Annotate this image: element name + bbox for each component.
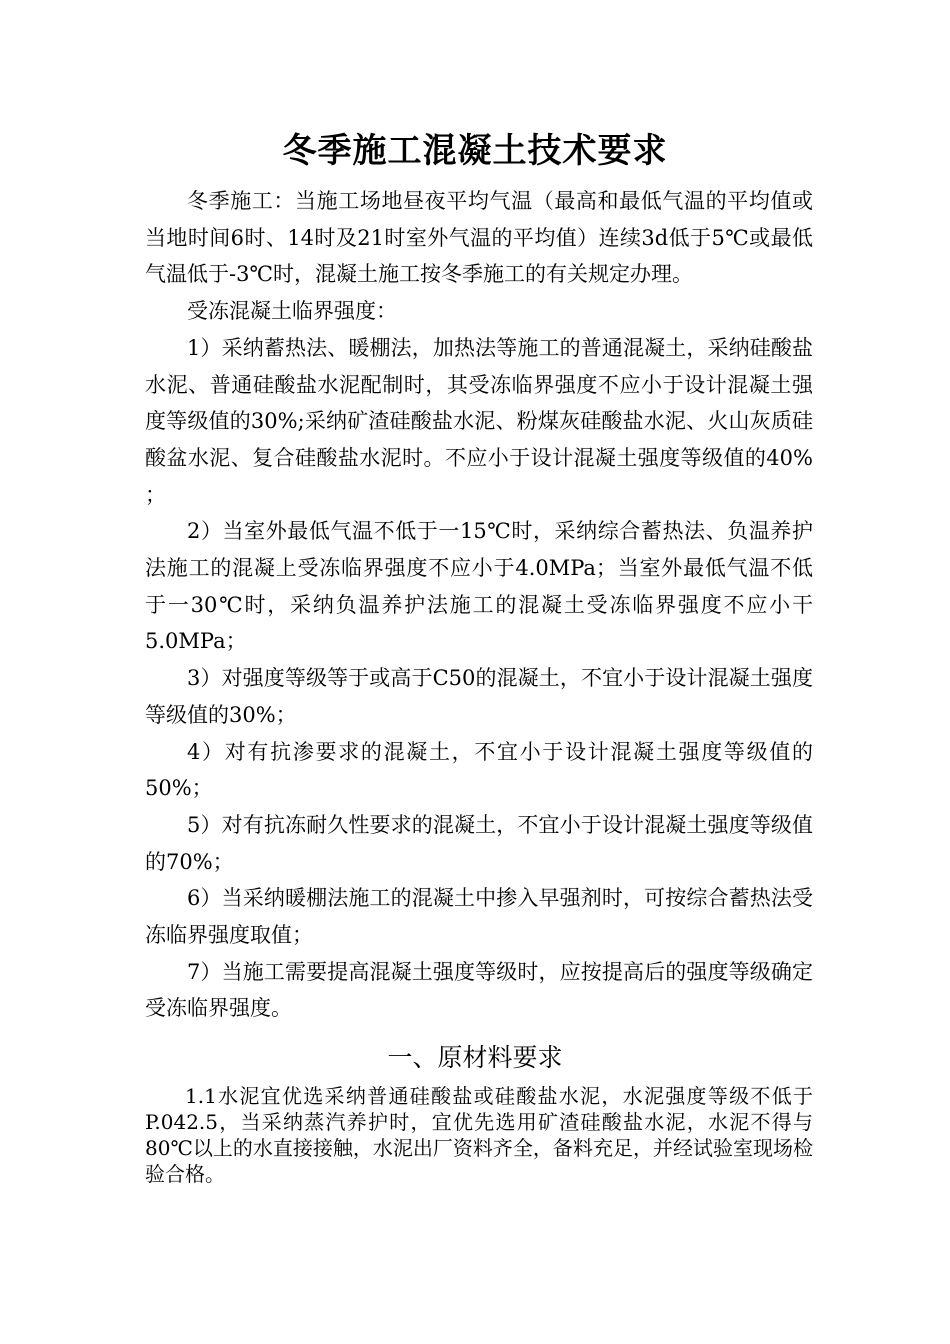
paragraph-item-7: 7）当施工需要提高混凝土强度等级时，应按提高后的强度等级确定受冻临界强度。: [145, 959, 813, 1021]
paragraph-critical-strength-heading: 受冻混凝土临界强度：: [187, 299, 397, 324]
section-heading-raw-materials: 一、原材料要求: [387, 1043, 563, 1072]
paragraph-item-6: 6）当采纳暖棚法施工的混凝土中掺入早强剂时，可按综合蓄热法受冻临界强度取值；: [145, 886, 813, 948]
section-body-raw-materials: [145, 1083, 813, 1187]
paragraph-item-4: 4）对有抗渗要求的混凝土，不宜小于设计混凝土强度等级值的50%；: [145, 739, 813, 801]
paragraph-cement-requirement: 1.1水泥宜优选采纳普通硅酸盐或硅酸盐水泥，水泥强度等级不低于P.042.5，当采纳蒸汽养护时，宜优先选用矿渣硅酸盐水泥，水泥不得与80℃以上的水直接接触，水泥出厂资料齐全，备料充足，并经试验室现场检验合格。: [145, 1084, 813, 1186]
paragraph-item-3: 3）对强度等级等于或高于C50的混凝土，不宜小于设计混凝土强度等级值的30%；: [145, 666, 813, 727]
paragraph-item-1: 1）采纳蓄热法、暖棚法，加热法等施工的普通混凝土，采纳硅酸盐水泥、普通硅酸盐水泥配制时，其受冻临界强度不应小于设计混凝土强度等级值的30%;采纳矿渣硅酸盐水泥、粉煤灰硅酸盐水泥、火山灰质硅酸盆水泥、复合硅酸盐水泥时。不应小于设计混凝土强度等级值的40% ；: [145, 335, 813, 507]
paragraph-item-2: 2）当室外最低气温不低于一15℃时，采纳综合蓄热法、负温养护法施工的混凝上受冻临界强度不应小于4.0MPa；当室外最低气温不低于一30℃时，采纳负温养护法施工的混凝土受冻临界强度不应小干5.0MPa；: [145, 519, 813, 654]
document-body: [145, 183, 813, 1027]
paragraph-item-5: 5）对有抗冻耐久性要求的混凝土，不宜小于设计混凝土强度等级值的70%；: [145, 812, 813, 874]
paragraph-winter-construction-definition: 冬季施工：当施工场地昼夜平均气温（最高和最低气温的平均值或当地时间6时、14时及21时室外气温的平均值）连续3d低于5℃或最低气温低于-3℃时，混凝土施工按冬季施工的有关规定办理。: [145, 189, 813, 287]
document-title: 冬季施工混凝土技术要求: [282, 131, 668, 171]
